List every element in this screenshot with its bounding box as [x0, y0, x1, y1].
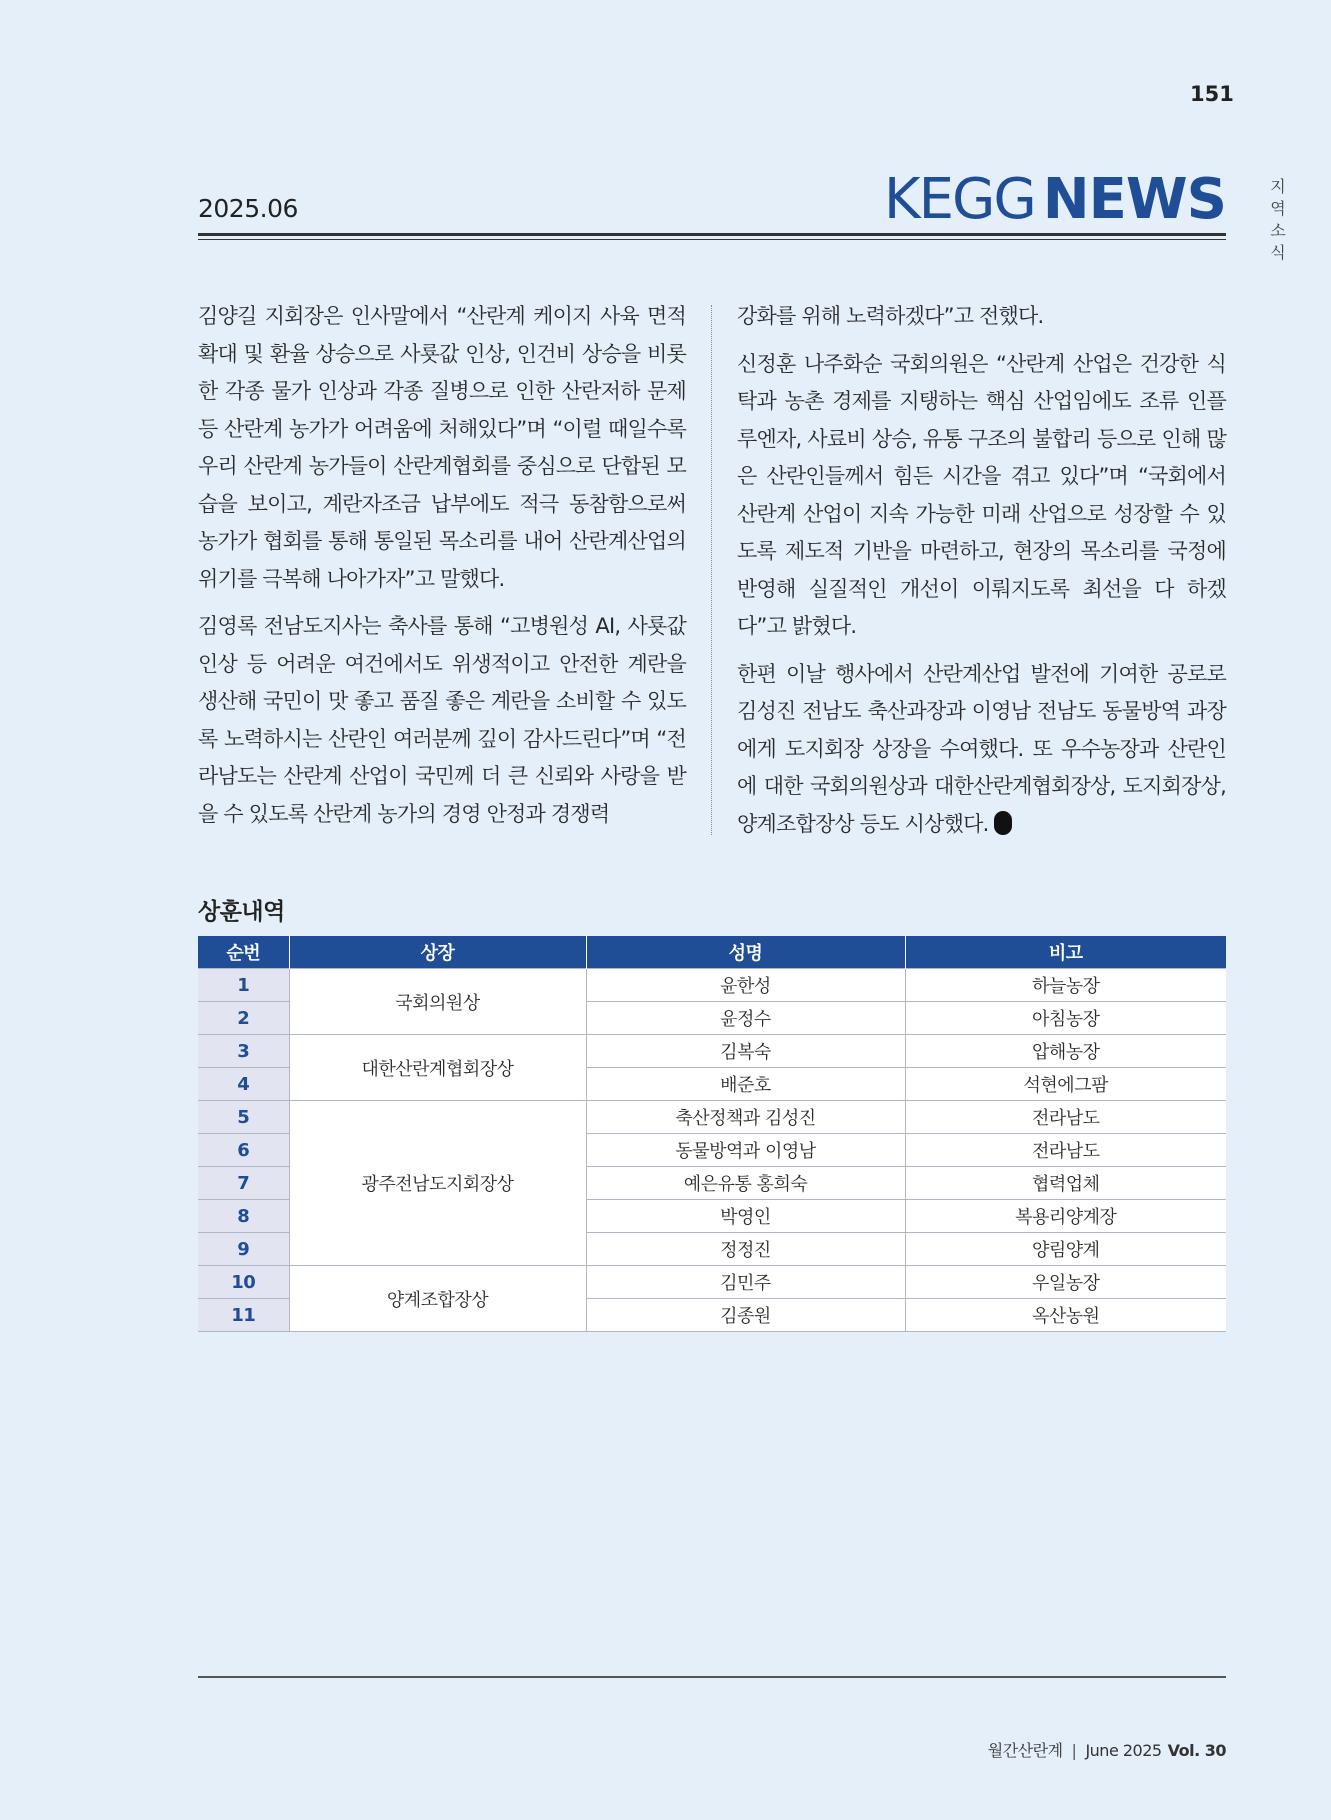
column-divider	[711, 305, 712, 835]
footer-separator: |	[1071, 1741, 1077, 1760]
table-row	[198, 969, 1226, 1002]
article-paragraph: 강화를 위해 노력하겠다”고 전했다.	[737, 304, 1044, 328]
article-paragraph: 신정훈 나주화순 국회의원은 “산란계 산업은 건강한 식탁과 농촌 경제를 지탱하는 핵심 산업임에도 조류 인플루엔자, 사료비 상승, 유통 구조의 불합리 등으로 인해 많은 산란인들께서 힘든 시간을 겪고 있다”며 “국회에서 산란계 산업이 지속 가능한 미래 산업으로 성장할 수 있도록 제도적 기반을 마련하고, 현장의 목소리를 국정에 반영해 실질적인 개선이 이뤄지도록 최선을 다 하겠다”고 밝혔다.	[737, 351, 1226, 638]
recipient-name: 정정진	[586, 1233, 905, 1266]
issue-date: 2025.06	[198, 194, 298, 223]
brand-logo-light: KEGG	[883, 167, 1035, 232]
row-number: 6	[198, 1134, 289, 1167]
row-number: 11	[198, 1299, 289, 1332]
recipient-note: 전라남도	[905, 1101, 1226, 1134]
magazine-name: 월간산란계	[987, 1741, 1063, 1760]
column-header-no: 순번	[198, 936, 289, 969]
recipient-note: 하늘농장	[905, 969, 1226, 1002]
brand-logo	[883, 167, 1226, 232]
section-label: 지역소식	[1270, 177, 1286, 262]
row-number: 5	[198, 1101, 289, 1134]
row-number: 4	[198, 1068, 289, 1101]
row-number: 7	[198, 1167, 289, 1200]
page-number: 151	[1190, 82, 1234, 106]
article-paragraph: 김양길 지회장은 인사말에서 “산란계 케이지 사육 면적 확대 및 환율 상승으로 사룟값 인상, 인건비 상승을 비롯한 각종 물가 인상과 각종 질병으로 인한 산란저하 문제 등 산란계 농가가 어려움에 처해있다”며 “이럴 때일수록 우리 산란계 농가들이 산란계협회를 중심으로 단합된 모습을 보이고, 계란자조금 납부에도 적극 동참함으로써 농가가 협회를 통해 통일된 목소리를 내어 산란계산업의 위기를 극복해 나아가자”고 말했다.	[198, 304, 686, 591]
table-row	[198, 1266, 1226, 1299]
article-paragraph-last	[737, 656, 1226, 844]
recipient-name: 동물방역과 이영남	[586, 1134, 905, 1167]
row-number: 3	[198, 1035, 289, 1068]
award-name: 국회의원상	[289, 969, 586, 1035]
article-column-left	[198, 298, 686, 843]
article-column-right	[737, 298, 1226, 853]
recipient-note: 양림양계	[905, 1233, 1226, 1266]
recipient-note: 아침농장	[905, 1002, 1226, 1035]
recipient-note: 석현에그팜	[905, 1068, 1226, 1101]
row-number: 2	[198, 1002, 289, 1035]
table-row	[198, 1101, 1226, 1134]
recipient-name: 박영인	[586, 1200, 905, 1233]
row-number: 1	[198, 969, 289, 1002]
end-mark-icon	[994, 811, 1012, 835]
column-header-name: 성명	[586, 936, 905, 969]
recipient-name: 축산정책과 김성진	[586, 1101, 905, 1134]
footer	[988, 1738, 1226, 1761]
recipient-note: 압해농장	[905, 1035, 1226, 1068]
header-rule-thin	[198, 239, 1226, 240]
row-number: 8	[198, 1200, 289, 1233]
award-name: 양계조합장상	[289, 1266, 586, 1332]
table-row	[198, 1035, 1226, 1068]
article-paragraph: 김영록 전남도지사는 축사를 통해 “고병원성 AI, 사룟값 인상 등 어려운 여건에서도 위생적이고 안전한 계란을 생산해 국민이 맛 좋고 품질 좋은 계란을 소비할 수 있도록 노력하시는 산란인 여러분께 깊이 감사드린다”며 “전라남도는 산란계 산업이 국민께 더 큰 신뢰와 사랑을 받을 수 있도록 산란계 농가의 경영 안정과 경쟁력	[198, 614, 686, 826]
awards-table	[198, 936, 1226, 1332]
row-number: 9	[198, 1233, 289, 1266]
recipient-note: 우일농장	[905, 1266, 1226, 1299]
issue-month: June 2025	[1085, 1741, 1162, 1760]
recipient-name: 배준호	[586, 1068, 905, 1101]
recipient-note: 전라남도	[905, 1134, 1226, 1167]
table-header-row	[198, 936, 1226, 969]
recipient-name: 예은유통 홍희숙	[586, 1167, 905, 1200]
header-rule	[198, 233, 1226, 236]
recipient-name: 윤정수	[586, 1002, 905, 1035]
row-number: 10	[198, 1266, 289, 1299]
volume-number: Vol. 30	[1167, 1741, 1226, 1760]
recipient-name: 김종원	[586, 1299, 905, 1332]
column-header-award: 상장	[289, 936, 586, 969]
awards-table-title: 상훈내역	[198, 899, 285, 925]
recipient-name: 윤한성	[586, 969, 905, 1002]
recipient-name: 김복숙	[586, 1035, 905, 1068]
recipient-note: 옥산농원	[905, 1299, 1226, 1332]
award-name: 대한산란계협회장상	[289, 1035, 586, 1101]
recipient-name: 김민주	[586, 1266, 905, 1299]
award-name: 광주전남도지회장상	[289, 1101, 586, 1266]
article-paragraph: 한편 이날 행사에서 산란계산업 발전에 기여한 공로로 김성진 전남도 축산과장과 이영남 전남도 동물방역 과장에게 도지회장 상장을 수여했다. 또 우수농장과 산란인에 대한 국회의원상과 대한산란계협회장상, 도지회장상, 양계조합장상 등도 시상했다.	[737, 661, 1226, 836]
brand-logo-bold: NEWS	[1042, 167, 1226, 232]
recipient-note: 복용리양계장	[905, 1200, 1226, 1233]
column-header-note: 비고	[905, 936, 1226, 969]
footer-rule	[198, 1676, 1226, 1678]
recipient-note: 협력업체	[905, 1167, 1226, 1200]
